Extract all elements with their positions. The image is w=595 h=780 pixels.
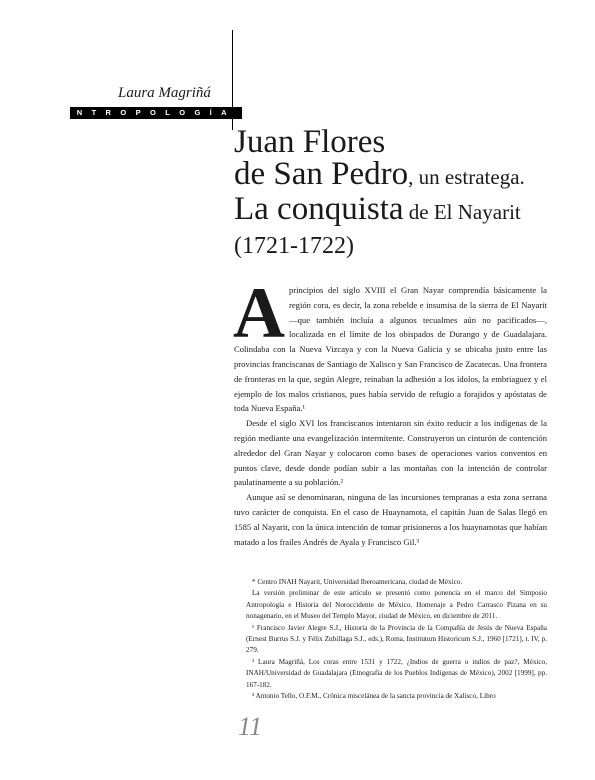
section-label: ANTROPOLOGÍA [61, 108, 236, 117]
title-line-3-rest: de El Nayarit [403, 200, 521, 224]
footnote-affiliation: * Centro INAH Nayarit, Universidad Iberoamericana, ciudad de México. [252, 578, 463, 586]
article-body [233, 273, 547, 549]
title-dates: (1721-1722) [234, 233, 354, 259]
footnote-version: La versión preliminar de este artículo se presentó como ponencia en el marco del Simposio Antropología e Historia del Noroccidente de México. Homenaje a Pedro Carrasco Pizana en su nonagenario, en el Museo del Templo Mayor, ciudad de México, en diciembre de 2011. [246, 589, 547, 621]
footnote-1: ¹ Francisco Javier Alegre S.J., Historia de la Provincia de la Compañía de Jesús de Nueva España (Ernest Burrus S.J. y Félix Zubillaga S.J., eds.), Roma, Institutum Historicum S.J., 1960 [1721], t. IV, p. 279. [246, 623, 547, 655]
article-title [234, 126, 584, 261]
footnotes [246, 577, 547, 702]
title-line-2-main: de San Pedro [234, 156, 409, 192]
footnote-2: ² Laura Magriñá, Los coras entre 1531 y 1722, ¿Indios de guerra o indios de paz?, México, INAH/Universidad de Guadalajara (Etnografía de los Pueblos Indígenas de México), 2002 [1999], pp. 167-182. [246, 657, 547, 689]
paragraph-1 [233, 273, 547, 416]
paragraph-3: Aunque así se denominaran, ninguna de las incursiones tempranas a esta zona serrana tuvo carácter de conquista. En el caso de Huaynamota, el capitán Juan de Salas llegó en 1585 al Nayarit, con la única intención de tomar prisioneros a los huaynamotas que habían matado a los frailes Andrés de Ayala y Francisco Gil.³ [234, 492, 547, 547]
title-line-1: Juan Flores [234, 124, 386, 160]
title-line-3-main: La conquista [234, 191, 404, 227]
paragraph-2: Desde el siglo XVI los franciscanos intentaron sin éxito reducir a los indígenas de la región mediante una evangelización intermitente. Construyeron un cinturón de contención alrededor del Gran Nayar y colocaron como bases de operaciones varios conventos en puntos clave, desde donde podían subir a las montañas con la intención de controlar paulatinamente a su población.² [234, 418, 547, 488]
footnote-3: ³ Antonio Tello, O.F.M., Crónica miscelánea de la sancta provincia de Xalisco, Libro [252, 692, 496, 701]
paragraph-1-text: principios del siglo XVIII el Gran Nayar comprendía básicamente la región cora, es decir, la zona rebelde e insumisa de la sierra de El Nayarit —que también incluía a algunos tecualmes aún no pacificados—, localizada en el límite de los obispados de Durango y de Guadalajara. Colindaba con la Nueva Vizcaya y con la Nueva Galicia y se ubicaba justo entre las provincias franciscanas de Santiago de Xalisco y San Francisco de Zacatecas. Una frontera de fronteras en la que, según Alegre, reinaban la adhesión a los ídolos, la embriaguez y el ejemplo de los malos cristianos, pues había servido de refugio a forajidos y apóstatas de toda Nueva España.¹ [234, 285, 547, 414]
page-number: 11 [238, 712, 263, 741]
drop-cap: A [233, 273, 285, 353]
title-line-2-rest: , un estratega. [408, 165, 525, 189]
section-band [61, 107, 242, 119]
author-name: Laura Magriñá [118, 85, 211, 101]
